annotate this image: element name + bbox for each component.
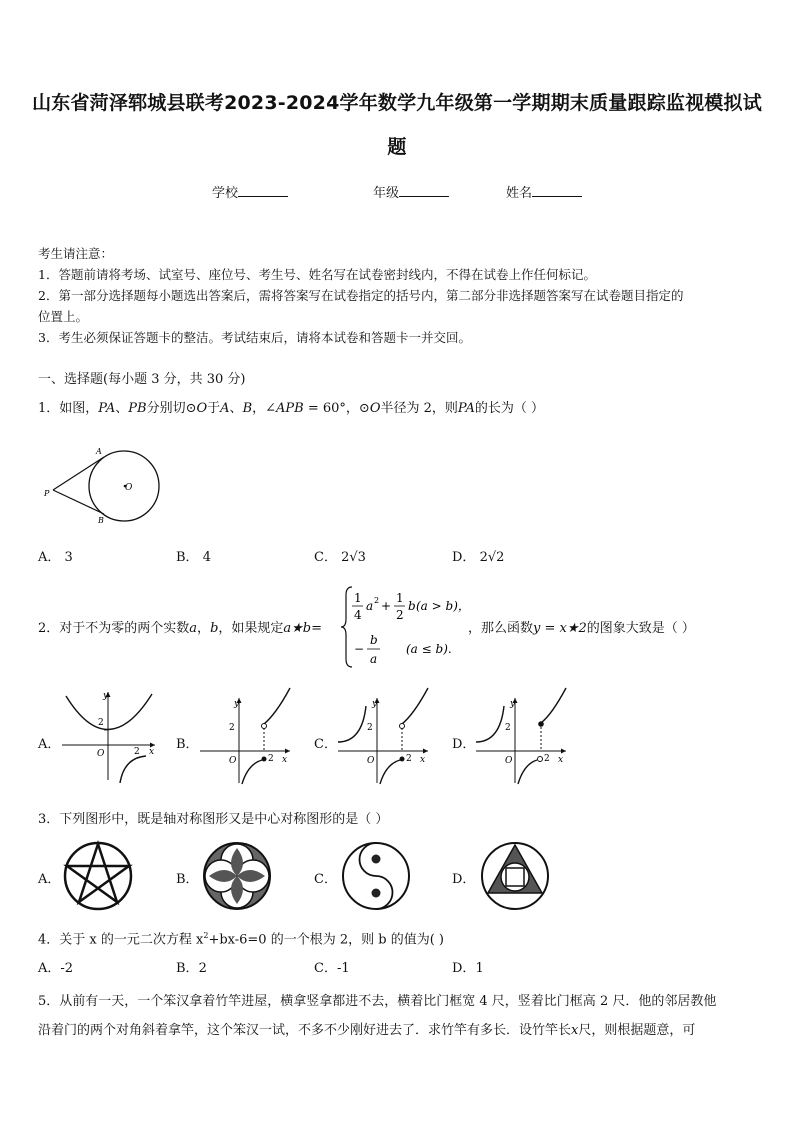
question-5-stem [38, 987, 758, 1045]
school-blank[interactable] [238, 184, 288, 197]
label-origin: O [505, 756, 513, 766]
name-blank[interactable] [532, 184, 582, 197]
option-text: -1 [336, 961, 350, 976]
label-two: 2 [505, 723, 511, 733]
paper-title: 山东省菏泽郓城县联考2023-2024学年数学九年级第一学期期末质量跟踪监视模拟试 [32, 92, 762, 114]
curve-lower [242, 760, 262, 784]
q1-figure [38, 440, 168, 530]
curve-branch [120, 756, 146, 783]
notice-block [38, 243, 758, 348]
q1-var: PA [457, 401, 475, 416]
q2-brace [341, 587, 352, 667]
q4-exponent: 2 [203, 931, 209, 940]
notice-item-2: 2．第一部分选择题每小题选出答案后，需将答案写在试卷指定的括号内，第二部分非选择题答案写在试卷题目指定的 [38, 288, 684, 303]
q1-var: O [196, 401, 208, 416]
school-field [212, 182, 288, 201]
label-x: x [149, 747, 155, 757]
curve-upper [402, 688, 428, 724]
option-letter: A． [38, 550, 61, 565]
question-2-stem-right [468, 618, 768, 640]
q1-tangent-pb [53, 490, 104, 514]
closed-point [262, 757, 267, 762]
option-text: 4 [202, 550, 211, 565]
q2-text: 2．对于不为零的两个实数 [38, 621, 190, 636]
q2-text: ， [197, 621, 211, 636]
curve-lower [518, 760, 537, 784]
open-point [400, 724, 405, 729]
notice-heading: 考生请注意： [38, 246, 114, 261]
option-text: -2 [60, 961, 74, 976]
option-letter: B． [176, 550, 199, 565]
name-label: 姓名 [506, 186, 533, 201]
q1-text: 分别切⊙ [146, 401, 197, 416]
label-y: y [103, 691, 109, 701]
label-x: x [282, 755, 288, 765]
closed-point [400, 757, 405, 762]
option-letter: A． [38, 737, 61, 752]
q1-text: 1．如图， [38, 401, 99, 416]
label-y: y [372, 699, 378, 709]
notice-item-2-cont: 位置上。 [38, 309, 89, 324]
q1-text: 半径为 2，则 [380, 401, 458, 416]
q2-var: a [189, 621, 198, 636]
q1-var: O [369, 401, 381, 416]
option-letter: D． [452, 550, 476, 565]
q1-option-c[interactable] [314, 546, 366, 565]
q5-line-2 [38, 1016, 758, 1045]
q3-option-d[interactable] [452, 868, 475, 887]
label-origin: O [229, 756, 237, 766]
option-letter: A． [38, 872, 61, 887]
label-x-two: 2 [134, 747, 140, 757]
label-two: 2 [98, 718, 104, 728]
q4-text: 4．关于 x 的一元二次方程 x [38, 932, 204, 948]
option-text: 2 [198, 961, 207, 976]
option-letter: C． [314, 872, 337, 887]
curve-upper [264, 688, 290, 724]
q3-figure-c-taiji-icon [340, 840, 412, 912]
option-text: 2√2 [479, 550, 505, 565]
notice-item-3: 3．考生必须保证答题卡的整洁。考试结束后，请将本试卷和答题卡一并交回。 [38, 330, 471, 345]
q1-label-a: A [96, 447, 102, 456]
option-text: 2√3 [341, 550, 366, 565]
option-letter: C． [314, 550, 337, 565]
closed-point [538, 721, 544, 727]
label-two: 2 [367, 723, 373, 733]
q1-option-b[interactable] [176, 546, 211, 565]
q3-option-a[interactable] [38, 868, 60, 887]
q1-tangent-pa [53, 457, 104, 490]
option-text: 1 [475, 961, 484, 976]
q1-var: APB [276, 401, 304, 416]
q2-text: ，如果规定 [218, 621, 284, 636]
label-x-two: 2 [544, 754, 550, 764]
q2-frac-num: 1 [396, 591, 404, 605]
q2-text: 的图象大致是（ ） [586, 621, 695, 636]
q4-option-b[interactable] [176, 957, 207, 976]
q4-text: +bx-6=0 的一个根为 2，则 b 的值为( ) [208, 932, 444, 948]
pentagram-circle [65, 843, 131, 909]
q1-text: 于 [207, 401, 221, 416]
option-letter: D． [452, 872, 476, 887]
label-x: x [420, 755, 426, 765]
question-1-stem [38, 398, 758, 420]
question-4-stem [38, 925, 758, 951]
option-letter: B． [176, 961, 199, 976]
q2-exponent: 2 [374, 596, 380, 605]
x-arrow-icon [285, 749, 290, 754]
taiji-dot-top [372, 855, 381, 864]
q2-operator: a★b [283, 621, 312, 636]
q5-text: 尺，则根据题意，可 [578, 1023, 696, 1038]
q2-option-c[interactable] [314, 733, 337, 752]
q2-graph-c [336, 686, 436, 786]
label-x: x [558, 755, 564, 765]
taiji-dot-bottom [372, 889, 381, 898]
grade-field [373, 182, 449, 201]
notice-item-1: 1．答题前请将考场、试室号、座位号、考生号、姓名写在试卷密封线内，不得在试卷上作任何标记。 [38, 267, 596, 282]
q3-figure-b-petal-icon [201, 840, 273, 912]
q1-var: B [242, 401, 253, 416]
q2-frac-den: 2 [396, 608, 404, 622]
q5-var: x [571, 1023, 579, 1038]
q1-label-p: P [44, 489, 50, 498]
grade-label: 年级 [373, 186, 400, 201]
q2-minus: − [354, 642, 365, 656]
q5-text: 沿着门的两个对角斜着拿竿，这个笨汉一试，不多不少刚好进去了．求竹竿有多长．设竹竿长 [38, 1023, 572, 1038]
label-y: y [510, 699, 516, 709]
q2-var: b [210, 621, 219, 636]
option-letter: D． [452, 737, 476, 752]
option-letter: D． [452, 961, 476, 976]
q1-text: ，∠ [252, 401, 277, 416]
q1-label-b: B [98, 516, 104, 525]
x-arrow-icon [561, 749, 566, 754]
q1-var: PB [128, 401, 147, 416]
q1-text: 的长为（ ） [474, 401, 544, 416]
q2-piecewise-definition [340, 583, 470, 671]
q2-plus: + [381, 599, 392, 613]
q2-option-b[interactable] [176, 733, 199, 752]
q1-var: PA [98, 401, 116, 416]
q2-graph-a [60, 688, 160, 783]
q2-graph-b [198, 686, 298, 786]
label-origin: O [97, 749, 105, 759]
q2-frac-num: b [370, 633, 378, 647]
q1-var: A [220, 401, 230, 416]
paper-title-line2: 题 [387, 136, 407, 158]
q2-option-d[interactable] [452, 733, 475, 752]
q2-frac-den: 4 [354, 608, 362, 622]
label-x-two: 2 [406, 754, 412, 764]
q1-option-a[interactable] [38, 546, 73, 565]
curve-left [338, 706, 366, 742]
q2-option-a[interactable] [38, 733, 60, 752]
q2-var: b [408, 599, 416, 613]
x-arrow-icon [423, 749, 428, 754]
q1-option-d[interactable] [452, 546, 504, 565]
question-3-stem: 3．下列图形中，既是轴对称图形又是中心对称图形的是（ ） [38, 812, 389, 827]
q2-condition: (a ≤ b). [406, 642, 452, 656]
q1-text: = 60°，⊙ [303, 401, 370, 416]
q2-frac-num: 1 [354, 591, 362, 605]
label-y: y [234, 699, 240, 709]
q1-text: 、 [115, 401, 129, 416]
label-x-two: 2 [268, 754, 274, 764]
option-text: 3 [64, 550, 73, 565]
name-field [506, 182, 582, 201]
q3-figure-d-triangle-icon [479, 840, 551, 912]
school-label: 学校 [212, 186, 239, 201]
label-origin: O [367, 756, 375, 766]
open-point [262, 724, 267, 729]
curve-left [476, 706, 504, 742]
q1-label-o: O [125, 483, 133, 493]
curve-lower [380, 760, 400, 784]
q1-text: 、 [229, 401, 243, 416]
q4-option-d[interactable] [452, 957, 484, 976]
q4-option-a[interactable] [38, 957, 73, 976]
option-letter: B． [176, 872, 199, 887]
q3-option-b[interactable] [176, 868, 199, 887]
q3-figure-a-pentagram-icon [62, 840, 134, 912]
q2-function: y = x★2 [533, 621, 587, 636]
q4-option-c[interactable] [314, 957, 350, 976]
option-letter: A． [38, 961, 61, 976]
label-two: 2 [229, 723, 235, 733]
q5-line-1: 5．从前有一天，一个笨汉拿着竹竿进屋，横拿竖拿都进不去，横着比门框宽 4 尺，竖着比门框高 2 尺．他的邻居教他 [38, 994, 717, 1009]
q2-frac-den: a [370, 652, 378, 666]
q2-condition: (a > b)， [416, 599, 470, 613]
option-letter: C． [314, 737, 337, 752]
section-title: 一、选择题(每小题 3 分，共 30 分) [38, 372, 246, 387]
q2-text: ，那么函数 [468, 621, 534, 636]
q2-var: a [366, 599, 374, 613]
curve-parabola [66, 694, 152, 730]
option-letter: C． [314, 961, 337, 976]
q2-graph-d [474, 686, 574, 786]
curve-upper [542, 688, 566, 722]
option-letter: B． [176, 737, 199, 752]
q2-text: = [311, 621, 323, 636]
inner-square [506, 868, 524, 886]
q3-option-c[interactable] [314, 868, 337, 887]
grade-blank[interactable] [399, 184, 449, 197]
open-point [538, 757, 543, 762]
